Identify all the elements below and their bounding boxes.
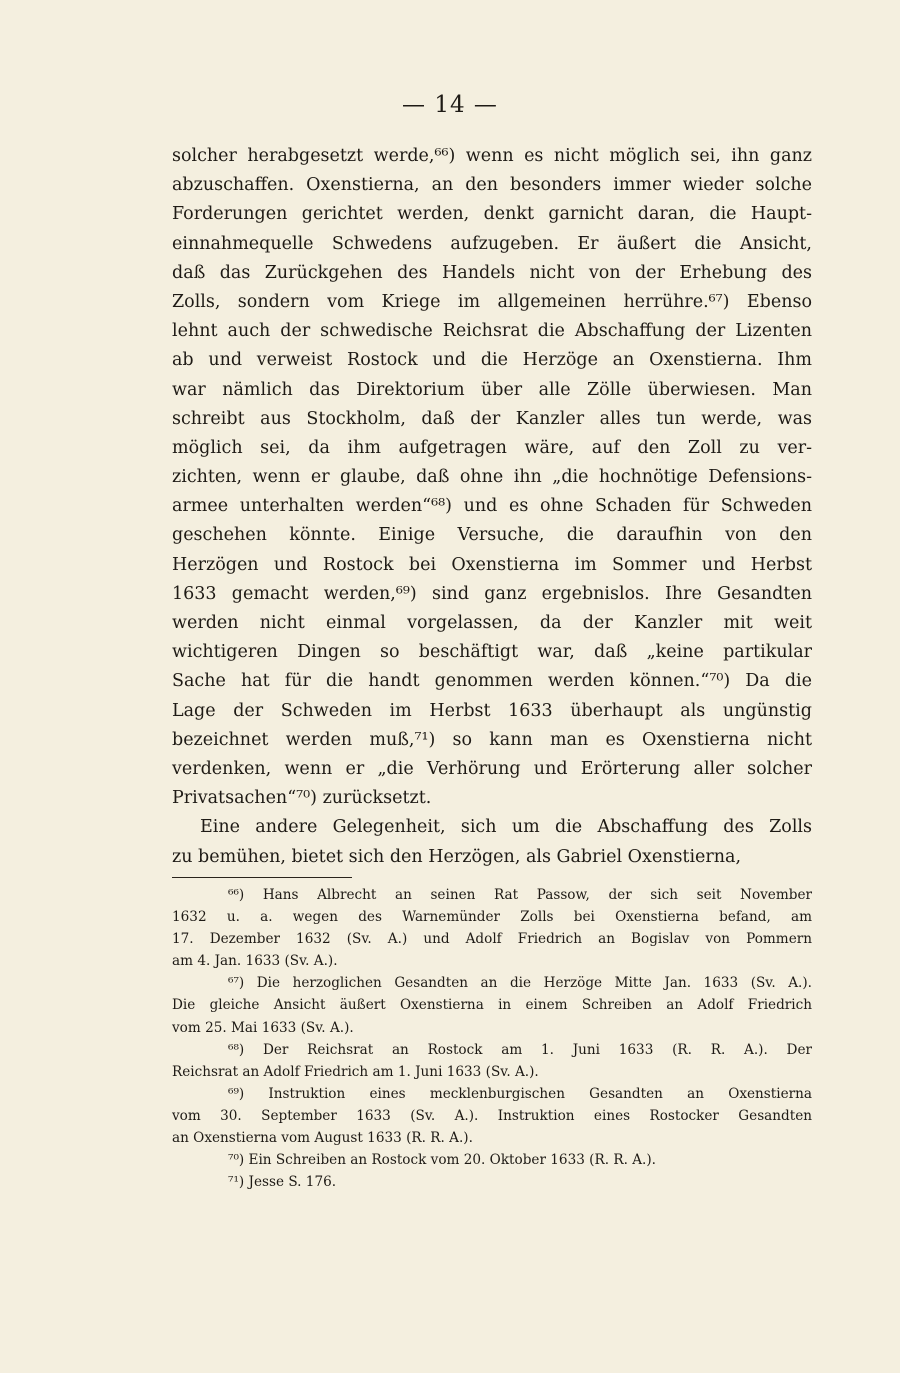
body-line: werden nicht einmal vorgelassen, da der Kanzler mit weit [172,613,812,633]
body-line: geschehen könnte. Einige Versuche, die daraufhin von den [172,525,812,546]
body-line: Sache hat für die handt genommen werden können.“⁷⁰) Da die [172,671,812,692]
footnote-line: ⁷¹) Jesse S. 176. [228,1174,337,1191]
body-line: solcher herabgesetzt werde,⁶⁶) wenn es nicht möglich sei, ihn ganz [172,146,812,166]
footnote-line: ⁶⁸) Der Reichsrat an Rostock am 1. Juni 1633 (R. R. A.). Der [228,1041,812,1058]
body-line: möglich sei, da ihm aufgetragen wäre, auf den Zoll zu ver- [172,437,812,458]
body-line: zu bemühen, bietet sich den Herzögen, als Gabriel Oxenstierna, [172,846,742,867]
body-line: einnahmequelle Schwedens aufzugeben. Er äußert die Ansicht, [172,233,812,254]
body-text [172,142,812,872]
footnote-line: ⁶⁹) Instruktion eines mecklenburgischen Gesandten an Oxenstierna [228,1085,812,1102]
body-line: abzuschaffen. Oxenstierna, an den besonders immer wieder solche [172,175,812,196]
body-line: war nämlich das Direktorium über alle Zölle überwiesen. Man [172,379,812,400]
body-line: 1633 gemacht werden,⁶⁹) sind ganz ergebnislos. Ihre Gesandten [172,583,812,604]
footnote-line: vom 25. Mai 1633 (Sv. A.). [172,1019,354,1036]
body-line: schreibt aus Stockholm, daß der Kanzler alles tun werde, was [172,408,812,429]
footnote-line: 1632 u. a. wegen des Warnemünder Zolls bei Oxenstierna befand, am [172,909,812,926]
footnote-line: an Oxenstierna vom August 1633 (R. R. A.). [172,1130,473,1147]
body-line: verdenken, wenn er „die Verhörung und Erörterung aller solcher [172,758,812,779]
body-line: Zolls, sondern vom Kriege im allgemeinen herrühre.⁶⁷) Ebenso [172,291,812,312]
body-line: Privatsachen“⁷⁰) zurücksetzt. [172,788,432,809]
body-line: Herzögen und Rostock bei Oxenstierna im Sommer und Herbst [172,554,812,575]
footnote-line: am 4. Jan. 1633 (Sv. A.). [172,953,338,970]
footnote-line: ⁷⁰) Ein Schreiben an Rostock vom 20. Oktober 1633 (R. R. A.). [228,1152,657,1169]
body-line: Lage der Schweden im Herbst 1633 überhaupt als ungünstig [172,700,812,721]
page-number: — 14 — [402,92,498,118]
body-line: Eine andere Gelegenheit, sich um die Abschaffung des Zolls [200,817,812,838]
footnote-line: Die gleiche Ansicht äußert Oxenstierna in einem Schreiben an Adolf Friedrich [172,997,812,1014]
footnote-divider [172,877,352,878]
body-line: Forderungen gerichtet werden, denkt garnicht daran, die Haupt- [172,204,812,225]
footnote-line: ⁶⁷) Die herzoglichen Gesandten an die Herzöge Mitte Jan. 1633 (Sv. A.). [228,975,812,992]
footnotes [172,884,812,1193]
footnote-line: Reichsrat an Adolf Friedrich am 1. Juni 1633 (Sv. A.). [172,1063,539,1080]
footnote-line: ⁶⁶) Hans Albrecht an seinen Rat Passow, der sich seit November [228,887,812,903]
footnote-line: 17. Dezember 1632 (Sv. A.) und Adolf Friedrich an Bogislav von Pommern [172,931,812,948]
footnote-line: vom 30. September 1633 (Sv. A.). Instruktion eines Rostocker Gesandten [172,1107,812,1124]
body-line: armee unterhalten werden“⁶⁸) und es ohne Schaden für Schweden [172,496,812,517]
body-line: zichten, wenn er glaube, daß ohne ihn „die hochnötige Defensions- [172,467,812,488]
body-line: daß das Zurückgehen des Handels nicht von der Erhebung des [172,262,812,283]
body-line: lehnt auch der schwedische Reichsrat die Abschaffung der Lizenten [172,321,812,342]
body-line: wichtigeren Dingen so beschäftigt war, daß „keine partikular [172,642,812,663]
body-line: bezeichnet werden muß,⁷¹) so kann man es Oxenstierna nicht [172,729,812,750]
body-line: ab und verweist Rostock und die Herzöge an Oxenstierna. Ihm [172,350,812,371]
